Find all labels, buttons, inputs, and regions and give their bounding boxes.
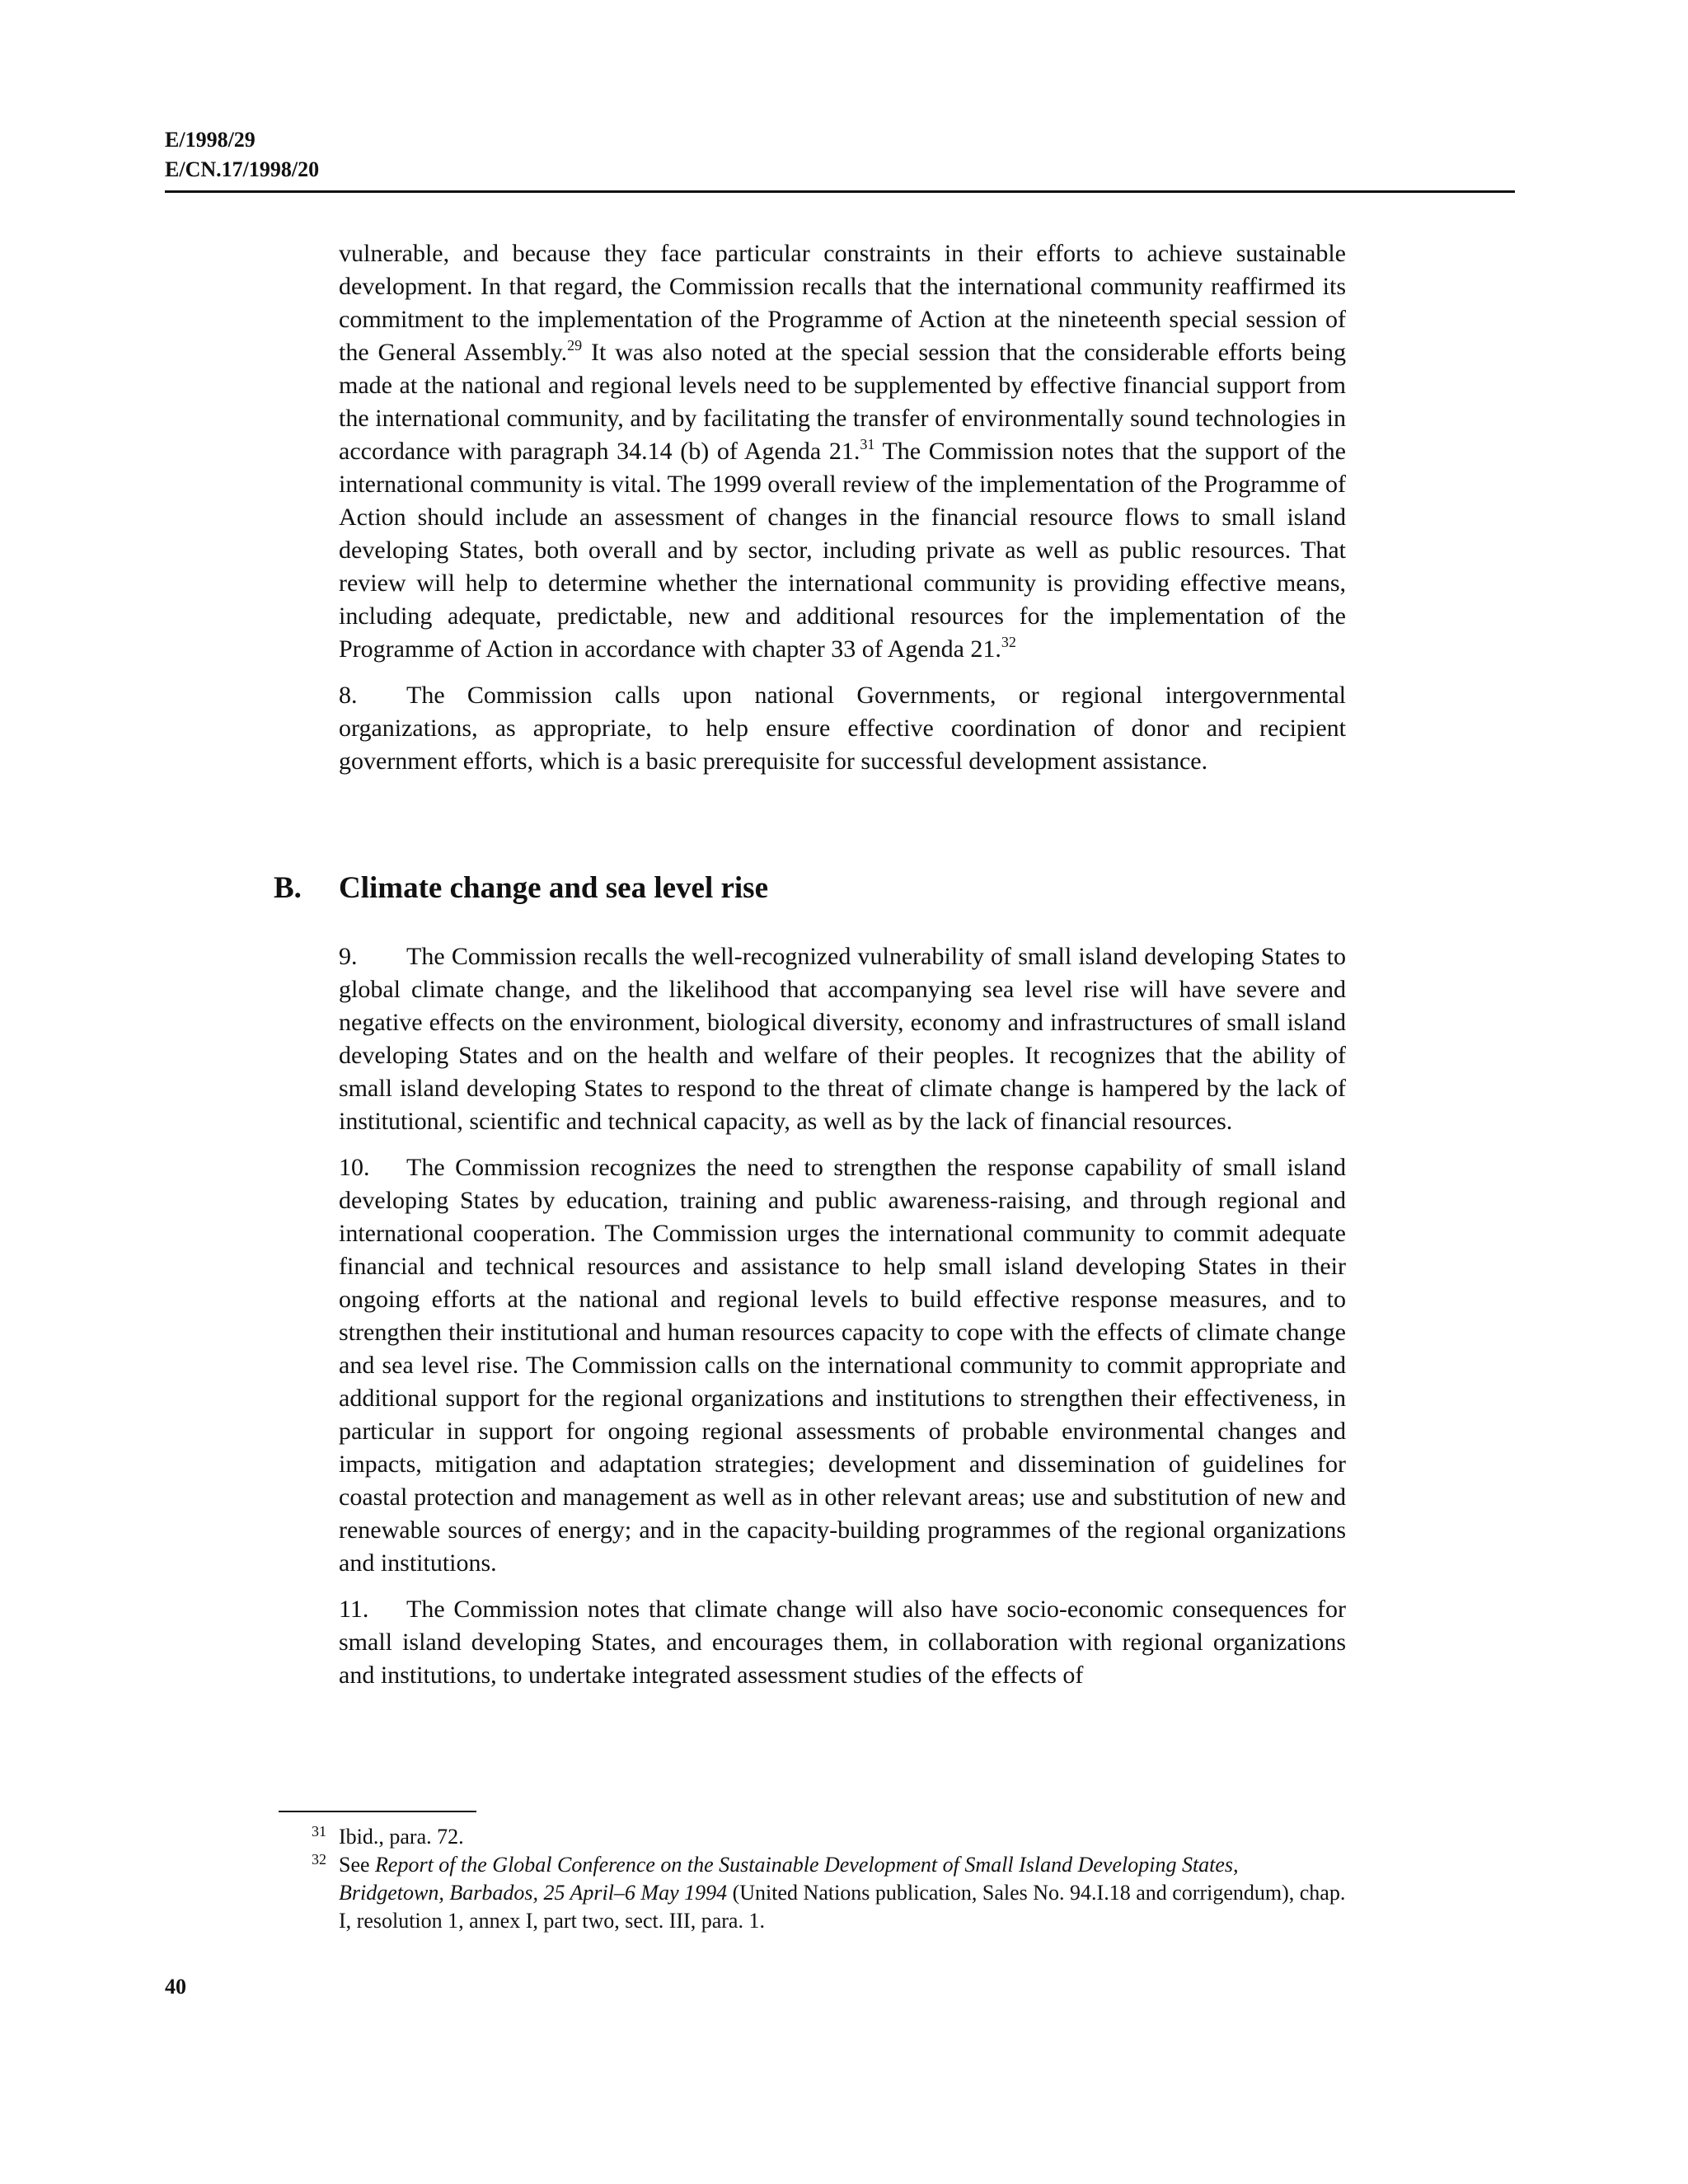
paragraph-8-text: The Commission calls upon national Governments, or regional intergovernmental organizations, as appropriate, to help ensure effective coordination of donor and recipient government efforts, which is a basic prerequisite for successful development assistance. — [339, 682, 1346, 775]
footnote-32-title: Report of the Global Conference on the Sustainable Development of Small Island Developing States, Bridgetown, Barbados, 25 April–6 May 1994 — [339, 1853, 1239, 1905]
footnote-31-text: Ibid., para. 72. — [339, 1825, 464, 1849]
footnote-32-suffix: (United Nations publication, Sales No. 94.I.18 and corrigendum), chap. I, resolution 1, annex I, part two, sect. III, para. 1. — [339, 1881, 1346, 1933]
continued-paragraph — [339, 237, 1346, 666]
paragraph-9 — [339, 940, 1346, 1138]
paragraph-11 — [339, 1593, 1346, 1692]
paragraph-10-text: The Commission recognizes the need to strengthen the response capability of small island developing States by education, training and public awareness-raising, and through regional and international cooperation. The Commission urges the international community to commit adequate financial and technical resources and assistance to help small island developing States in their ongoing efforts at the national and regional levels to build effective response measures, and to strengthen their institutional and human resources capacity to cope with the effects of climate change and sea level rise. The Commission calls on the international community to commit appropriate and additional support for the regional organizations and institutions to strengthen their effectiveness, in particular in support for ongoing regional assessments of probable environmental changes and impacts, mitigation and adaptation strategies; development and dissemination of guidelines for coastal protection and management as well as in other relevant areas; use and substitution of new and renewable sources of energy; and in the capacity-building programmes of the regional organizations and institutions. — [339, 1154, 1346, 1577]
document-symbol-primary: E/1998/29 — [165, 128, 256, 152]
page-number: 40 — [165, 1975, 186, 1999]
paragraph-10-number: 10. — [339, 1154, 370, 1181]
footnote-31 — [312, 1823, 1346, 1851]
footnote-separator — [279, 1811, 476, 1812]
footnote-ref-32[interactable]: 32 — [1001, 634, 1016, 650]
continued-text-part-1: vulnerable, and because they face particular constraints in their efforts to achieve sustainable development. In that regard, the Commission recalls that the international community reaffirmed its commitment to the implementation of the Programme of Action at the nineteenth special session of the General Assembly. — [339, 240, 1346, 366]
section-letter: B. — [274, 871, 302, 905]
paragraph-8-number: 8. — [339, 682, 358, 709]
continued-text-part-2: It was also noted at the special session that the considerable efforts being made at the national and regional levels need to be supplemented by effective financial support from the international community, and by facilitating the transfer of environmentally sound technologies in accordance with paragraph 34.14 (b) of Agenda 21. — [339, 339, 1346, 465]
footnote-31-mark: 31 — [312, 1823, 326, 1840]
paragraph-9-text: The Commission recalls the well-recognized vulnerability of small island developing States to global climate change, and the likelihood that accompanying sea level rise will have severe and negative effects on the environment, biological diversity, economy and infrastructures of small island developing States and on the health and welfare of their peoples. It recognizes that the ability of small island developing States to respond to the threat of climate change is hampered by the lack of institutional, scientific and technical capacity, as well as by the lack of financial resources. — [339, 943, 1346, 1135]
document-symbol-header — [165, 125, 319, 185]
section-heading — [274, 868, 768, 909]
paragraph-8 — [339, 679, 1346, 778]
lower-text-block — [339, 940, 1346, 1705]
paragraph-11-text: The Commission notes that climate change will also have socio-economic consequences for small island developing States, and encourages them, in collaboration with regional organizations and institutions, to undertake integrated assessment studies of the effects of — [339, 1596, 1346, 1689]
footnote-32 — [312, 1851, 1346, 1935]
header-rule — [165, 190, 1515, 193]
footnote-32-mark: 32 — [312, 1851, 326, 1868]
section-title: Climate change and sea level rise — [339, 871, 768, 905]
footnotes — [312, 1823, 1346, 1935]
continued-text-part-3: The Commission notes that the support of the international community is vital. The 1999 overall review of the implementation of the Programme of Action should include an assessment of changes in the financial resource flows to small island developing States, both overall and by sector, including private as well as public resources. That review will help to determine whether the international community is providing effective means, including adequate, predictable, new and additional resources for the implementation of the Programme of Action in accordance with chapter 33 of Agenda 21. — [339, 438, 1346, 663]
paragraph-11-number: 11. — [339, 1596, 369, 1623]
footnote-32-prefix: See — [339, 1853, 376, 1877]
paragraph-9-number: 9. — [339, 943, 358, 970]
footnote-ref-31[interactable]: 31 — [860, 436, 875, 452]
document-symbol-secondary: E/CN.17/1998/20 — [165, 157, 320, 181]
upper-text-block — [339, 237, 1346, 791]
footnote-ref-29[interactable]: 29 — [567, 337, 583, 354]
paragraph-10 — [339, 1151, 1346, 1580]
